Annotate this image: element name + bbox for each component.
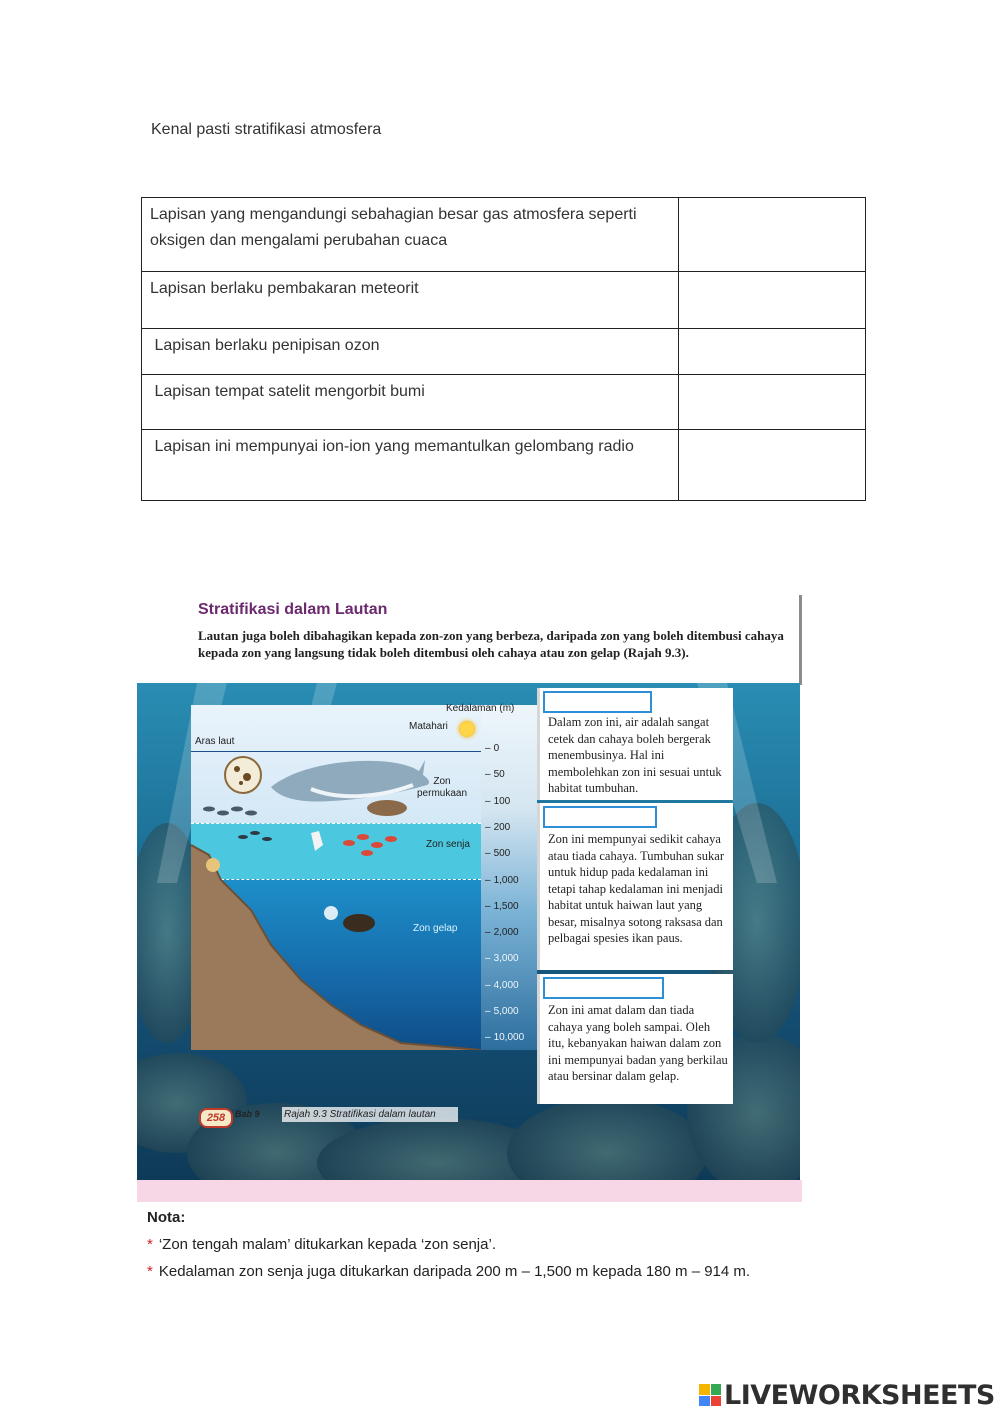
depth-tick-label: – 4,000 <box>485 980 519 991</box>
worksheet-heading: Kenal pasti stratifikasi atmosfera <box>151 121 382 138</box>
book-intro-text: Lautan juga boleh dibahagikan kepada zon-zon yang berbeza, daripada zon yang boleh ditembusi cahaya kepada zon yang langsung tidak boleh ditembusi oleh cahaya atau zon gelap (Rajah 9.3). <box>198 628 784 660</box>
table-row <box>142 272 866 329</box>
answer-cell[interactable] <box>679 430 866 501</box>
table-row <box>142 198 866 272</box>
figure-caption: Rajah 9.3 Stratifikasi dalam lautan <box>284 1109 436 1120</box>
answer-blank-1[interactable] <box>543 691 652 713</box>
twilight-zone-label: Zon senja <box>426 839 470 850</box>
book-section-title: Stratifikasi dalam Lautan <box>198 601 388 618</box>
dark-zone-description: Zon ini amat dalam dan tiada cahaya yang boleh sampai. Oleh itu, kebanyakan haiwan dalam zon ini mempunyai badan yang berkilau atau bersinar dalam gelap. <box>548 1003 728 1083</box>
depth-tick-label: – 100 <box>485 796 510 807</box>
nota-line-1-text: ‘Zon tengah malam’ ditukarkan kepada ‘zon senja’. <box>158 1236 496 1253</box>
ocean-background <box>137 683 800 1180</box>
depth-tick-label: – 1,500 <box>485 901 519 912</box>
depth-tick-label: – 3,000 <box>485 953 519 964</box>
surface-zone-panel <box>537 688 733 800</box>
depth-tick-label: – 0 <box>485 743 499 754</box>
dark-zone-label: Zon gelap <box>413 923 458 934</box>
question-text: Lapisan tempat satelit mengorbit bumi <box>142 375 679 430</box>
page-number-badge: 258 <box>199 1108 233 1128</box>
ocean-zone-diagram <box>191 705 591 1050</box>
answer-blank-2[interactable] <box>543 806 657 828</box>
twilight-zone-description: Zon ini mempunyai sedikit cahaya atau tiada cahaya. Tumbuhan sukar untuk hidup pada kedalaman ini tetapi tahap kedalaman ini menjadi habitat untuk haiwan laut yang besar, misalnya sotong raksasa dan pelbagai spesies ikan paus. <box>548 832 724 945</box>
question-text: Lapisan berlaku pembakaran meteorit <box>142 272 679 329</box>
page-bottom-bar <box>137 1180 802 1202</box>
liveworksheets-logo-icon <box>699 1384 721 1406</box>
depth-header: Kedalaman (m) <box>446 703 515 714</box>
depth-tick-label: – 50 <box>485 769 505 780</box>
depth-tick-label: – 2,000 <box>485 927 519 938</box>
depth-tick-label: – 10,000 <box>485 1032 524 1043</box>
answer-cell[interactable] <box>679 329 866 375</box>
answer-cell[interactable] <box>679 272 866 329</box>
liveworksheets-logo-text: LIVEWORKSHEETS <box>724 1379 995 1411</box>
depth-tick-label: – 1,000 <box>485 875 519 886</box>
surface-zone-description: Dalam zon ini, air adalah sangat cetek dan cahaya boleh bergerak menembusinya. Hal ini membolehkan zon ini sesuai untuk habitat tumbuhan. <box>548 715 722 795</box>
sun-label: Matahari <box>409 721 448 732</box>
nota-line-2 <box>147 1263 750 1280</box>
surface-zone-label: Zon permukaan <box>416 776 468 799</box>
table-row <box>142 329 866 375</box>
question-text: Lapisan ini mempunyai ion-ion yang memantulkan gelombang radio <box>142 430 679 501</box>
asterisk-icon: * <box>147 1236 153 1253</box>
liveworksheets-logo <box>699 1380 995 1410</box>
asterisk-icon: * <box>147 1263 153 1280</box>
answer-cell[interactable] <box>679 375 866 430</box>
table-row <box>142 375 866 430</box>
question-text: Lapisan yang mengandungi sebahagian besar gas atmosfera seperti oksigen dan mengalami perubahan cuaca <box>142 198 679 272</box>
depth-tick-label: – 200 <box>485 822 510 833</box>
chapter-label: Bab 9 <box>235 1109 260 1119</box>
sun-icon <box>459 721 475 737</box>
sea-level-label: Aras laut <box>195 736 235 747</box>
nota-title: Nota: <box>147 1209 186 1226</box>
answer-cell[interactable] <box>679 198 866 272</box>
dark-zone-panel <box>537 974 733 1104</box>
marine-life-illustration <box>191 705 481 1050</box>
atmosphere-question-table <box>141 197 866 501</box>
depth-tick-label: – 500 <box>485 848 510 859</box>
ocean-stratification-figure <box>137 595 803 1205</box>
table-row <box>142 430 866 501</box>
question-text: Lapisan berlaku penipisan ozon <box>142 329 679 375</box>
depth-tick-label: – 5,000 <box>485 1006 519 1017</box>
nota-line-2-text: Kedalaman zon senja juga ditukarkan daripada 200 m – 1,500 m kepada 180 m – 914 m. <box>158 1263 751 1280</box>
answer-blank-3[interactable] <box>543 977 664 999</box>
nota-line-1 <box>147 1236 496 1253</box>
twilight-zone-panel <box>537 803 733 970</box>
book-header <box>137 595 802 685</box>
